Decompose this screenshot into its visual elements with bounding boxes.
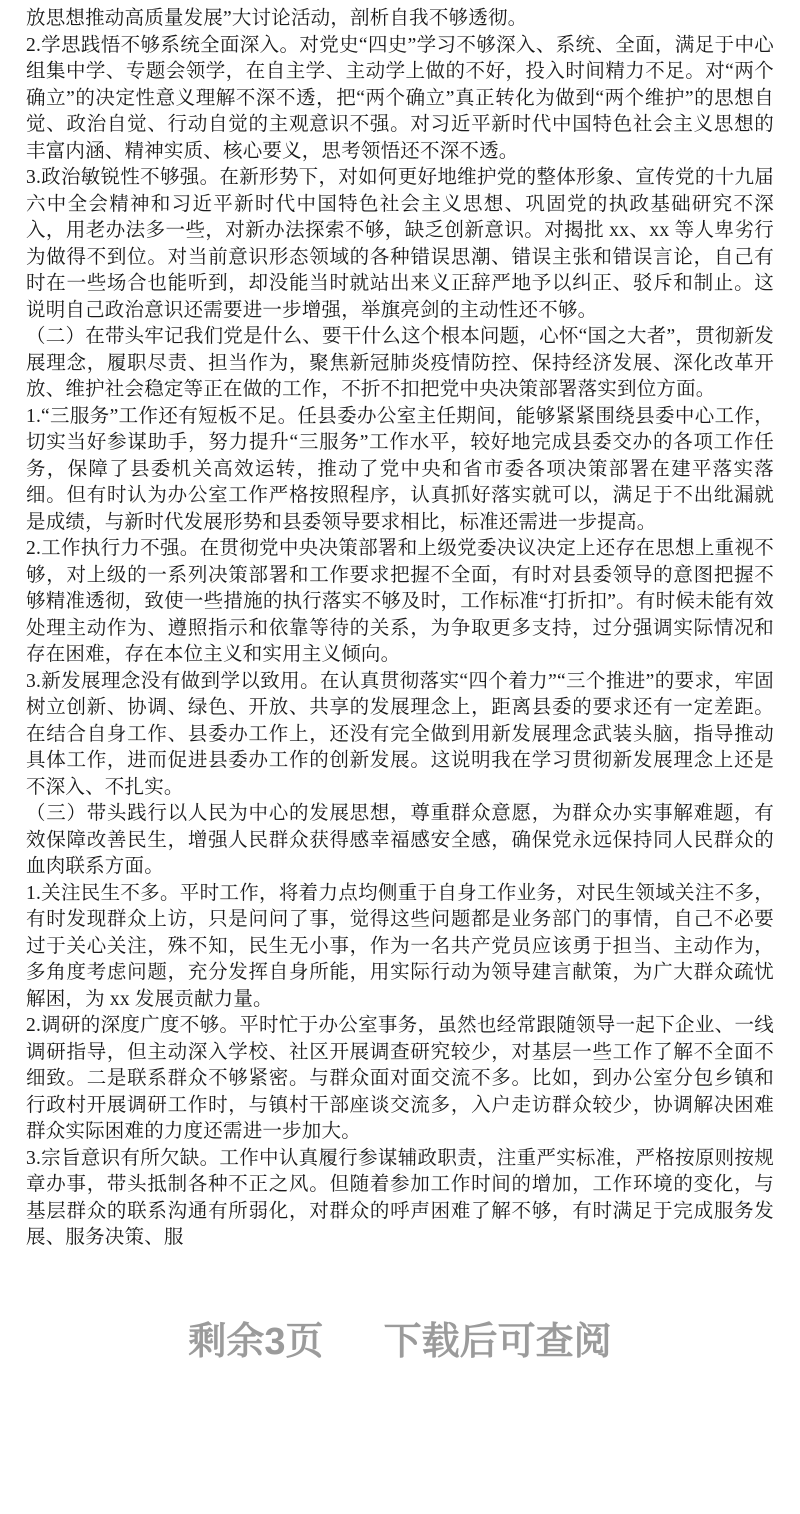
paragraph-item-1-livelihood: 1.关注民生不多。平时工作，将着力点均侧重于自身工作业务，对民生领域关注不多，有时发现群众上访，只是问问了事，觉得这些问题都是业务部门的事情，自己不必要过于关心关注，殊不知，民生无小事，作为一名共产党员应该勇于担当、主动作为，多角度考虑问题，充分发挥自身所能，用实际行动为领导建言献策，为广大群众疏忧解困，为 xx 发展贡献力量。 [26, 882, 774, 1010]
paragraph-item-2-research-depth: 2.调研的深度广度不够。平时忙于办公室事务，虽然也经常跟随领导一起下企业、一线调研指导，但主动深入学校、社区开展调查研究较少，对基层一些工作了解不全面不细致。二是联系群众不够紧密。与群众面对面交流不多。比如，到办公室分包乡镇和行政村开展调研工作时，与镇村干部座谈交流多，入户走访群众较少，协调解决困难群众实际困难的力度还需进一步加大。 [26, 1015, 774, 1142]
paragraph-item-1-three-services: 1.“三服务”工作还有短板不足。任县委办公室主任期间，能够紧紧围绕县委中心工作，切实当好参谋助手，努力提升“三服务”工作水平，较好地完成县委交办的各项工作任务，保障了县委机关高效运转，推动了党中央和省市委各项决策部署在建平落实落细。但有时认为办公室工作严格按照程序，认真抓好落实就可以，满足于不出纰漏就是成绩，与新时代发展形势和县委领导要求相比，标准还需进一步提高。 [26, 405, 774, 533]
paragraph-section-3-heading: （三）带头践行以人民为中心的发展思想，尊重群众意愿，为群众办实事解难题，有效保障改善民生，增强人民群众获得感幸福感安全感，确保党永远保持同人民群众的血肉联系方面。 [26, 803, 774, 877]
paragraph-item-3-new-development: 3.新发展理念没有做到学以致用。在认真贯彻落实“四个着力”“三个推进”的要求，牢固树立创新、协调、绿色、开放、共享的发展理念上，距离县委的要求还有一定差距。在结合自身工作、县委办工作上，还没有完全做到用新发展理念武装头脑，指导推动具体工作，进而促进县委办工作的创新发展。这说明我在学习贯彻新发展理念上还是不深入、不扎实。 [26, 670, 774, 798]
paragraph-continuation: 放思想推动高质量发展”大讨论活动，剖析自我不够透彻。 [26, 8, 528, 29]
paragraph-section-2-heading: （二）在带头牢记我们党是什么、要干什么这个根本问题，心怀“国之大者”，贯彻新发展理念，履职尽责、担当作为，聚焦新冠肺炎疫情防控、保持经济发展、深化改革开放、维护社会稳定等正在做的工作，不折不扣把党中央决策部署落实到位方面。 [26, 326, 774, 400]
paragraph-item-3-political-acuity: 3.政治敏锐性不够强。在新形势下，对如何更好地维护党的整体形象、宣传党的十九届六中全会精神和习近平新时代中国特色社会主义思想、巩固党的执政基础研究不深入，用老办法多一些，对新办法探索不够，缺乏创新意识。对揭批 xx、xx 等人卑劣行为做得不到位。对当前意识形态领域的各种错误思潮、错误主张和错误言论，自己有时在一些场合也能听到，却没能当时就站出来义正辞严地予以纠正、驳斥和制止。这说明自己政治意识还需要进一步增强，举旗亮剑的主动性还不够。 [26, 167, 774, 321]
download-prompt-banner[interactable] [26, 1310, 774, 1365]
download-hint-label: 下载后可查阅 [383, 1320, 612, 1363]
paragraph-item-2-study: 2.学思践悟不够系统全面深入。对党史“四史”学习不够深入、系统、全面，满足于中心组集中学、专题会领学，在自主学、主动学上做的不好，投入时间精力不足。对“两个确立”的决定性意义理解不深不透，把“两个确立”真正转化为做到“两个维护”的思想自觉、政治自觉、行动自觉的主观意识不强。对习近平新时代中国特色社会主义思想的丰富内涵、精神实质、核心要义，思考领悟还不深不透。 [26, 34, 774, 162]
remaining-pages-label: 剩余3页 [188, 1320, 324, 1363]
paragraph-item-2-execution: 2.工作执行力不强。在贯彻党中央决策部署和上级党委决议决定上还存在思想上重视不够，对上级的一系列决策部署和工作要求把握不全面，有时对县委领导的意图把握不够精准透彻，致使一些措施的执行落实不够及时，工作标准“打折扣”。有时候未能有效处理主动作为、遵照指示和依靠等待的关系，为争取更多支持，过分强调实际情况和存在困难，存在本位主义和实用主义倾向。 [26, 538, 774, 665]
paragraph-item-3-purpose-awareness: 3.宗旨意识有所欠缺。工作中认真履行参谋辅政职责，注重严实标准，严格按原则按规章办事，带头抵制各种不正之风。但随着参加工作时间的增加，工作环境的变化，与基层群众的联系沟通有所弱化，对群众的呼声困难了解不够，有时满足于完成服务发展、服务决策、服 [26, 1147, 774, 1248]
